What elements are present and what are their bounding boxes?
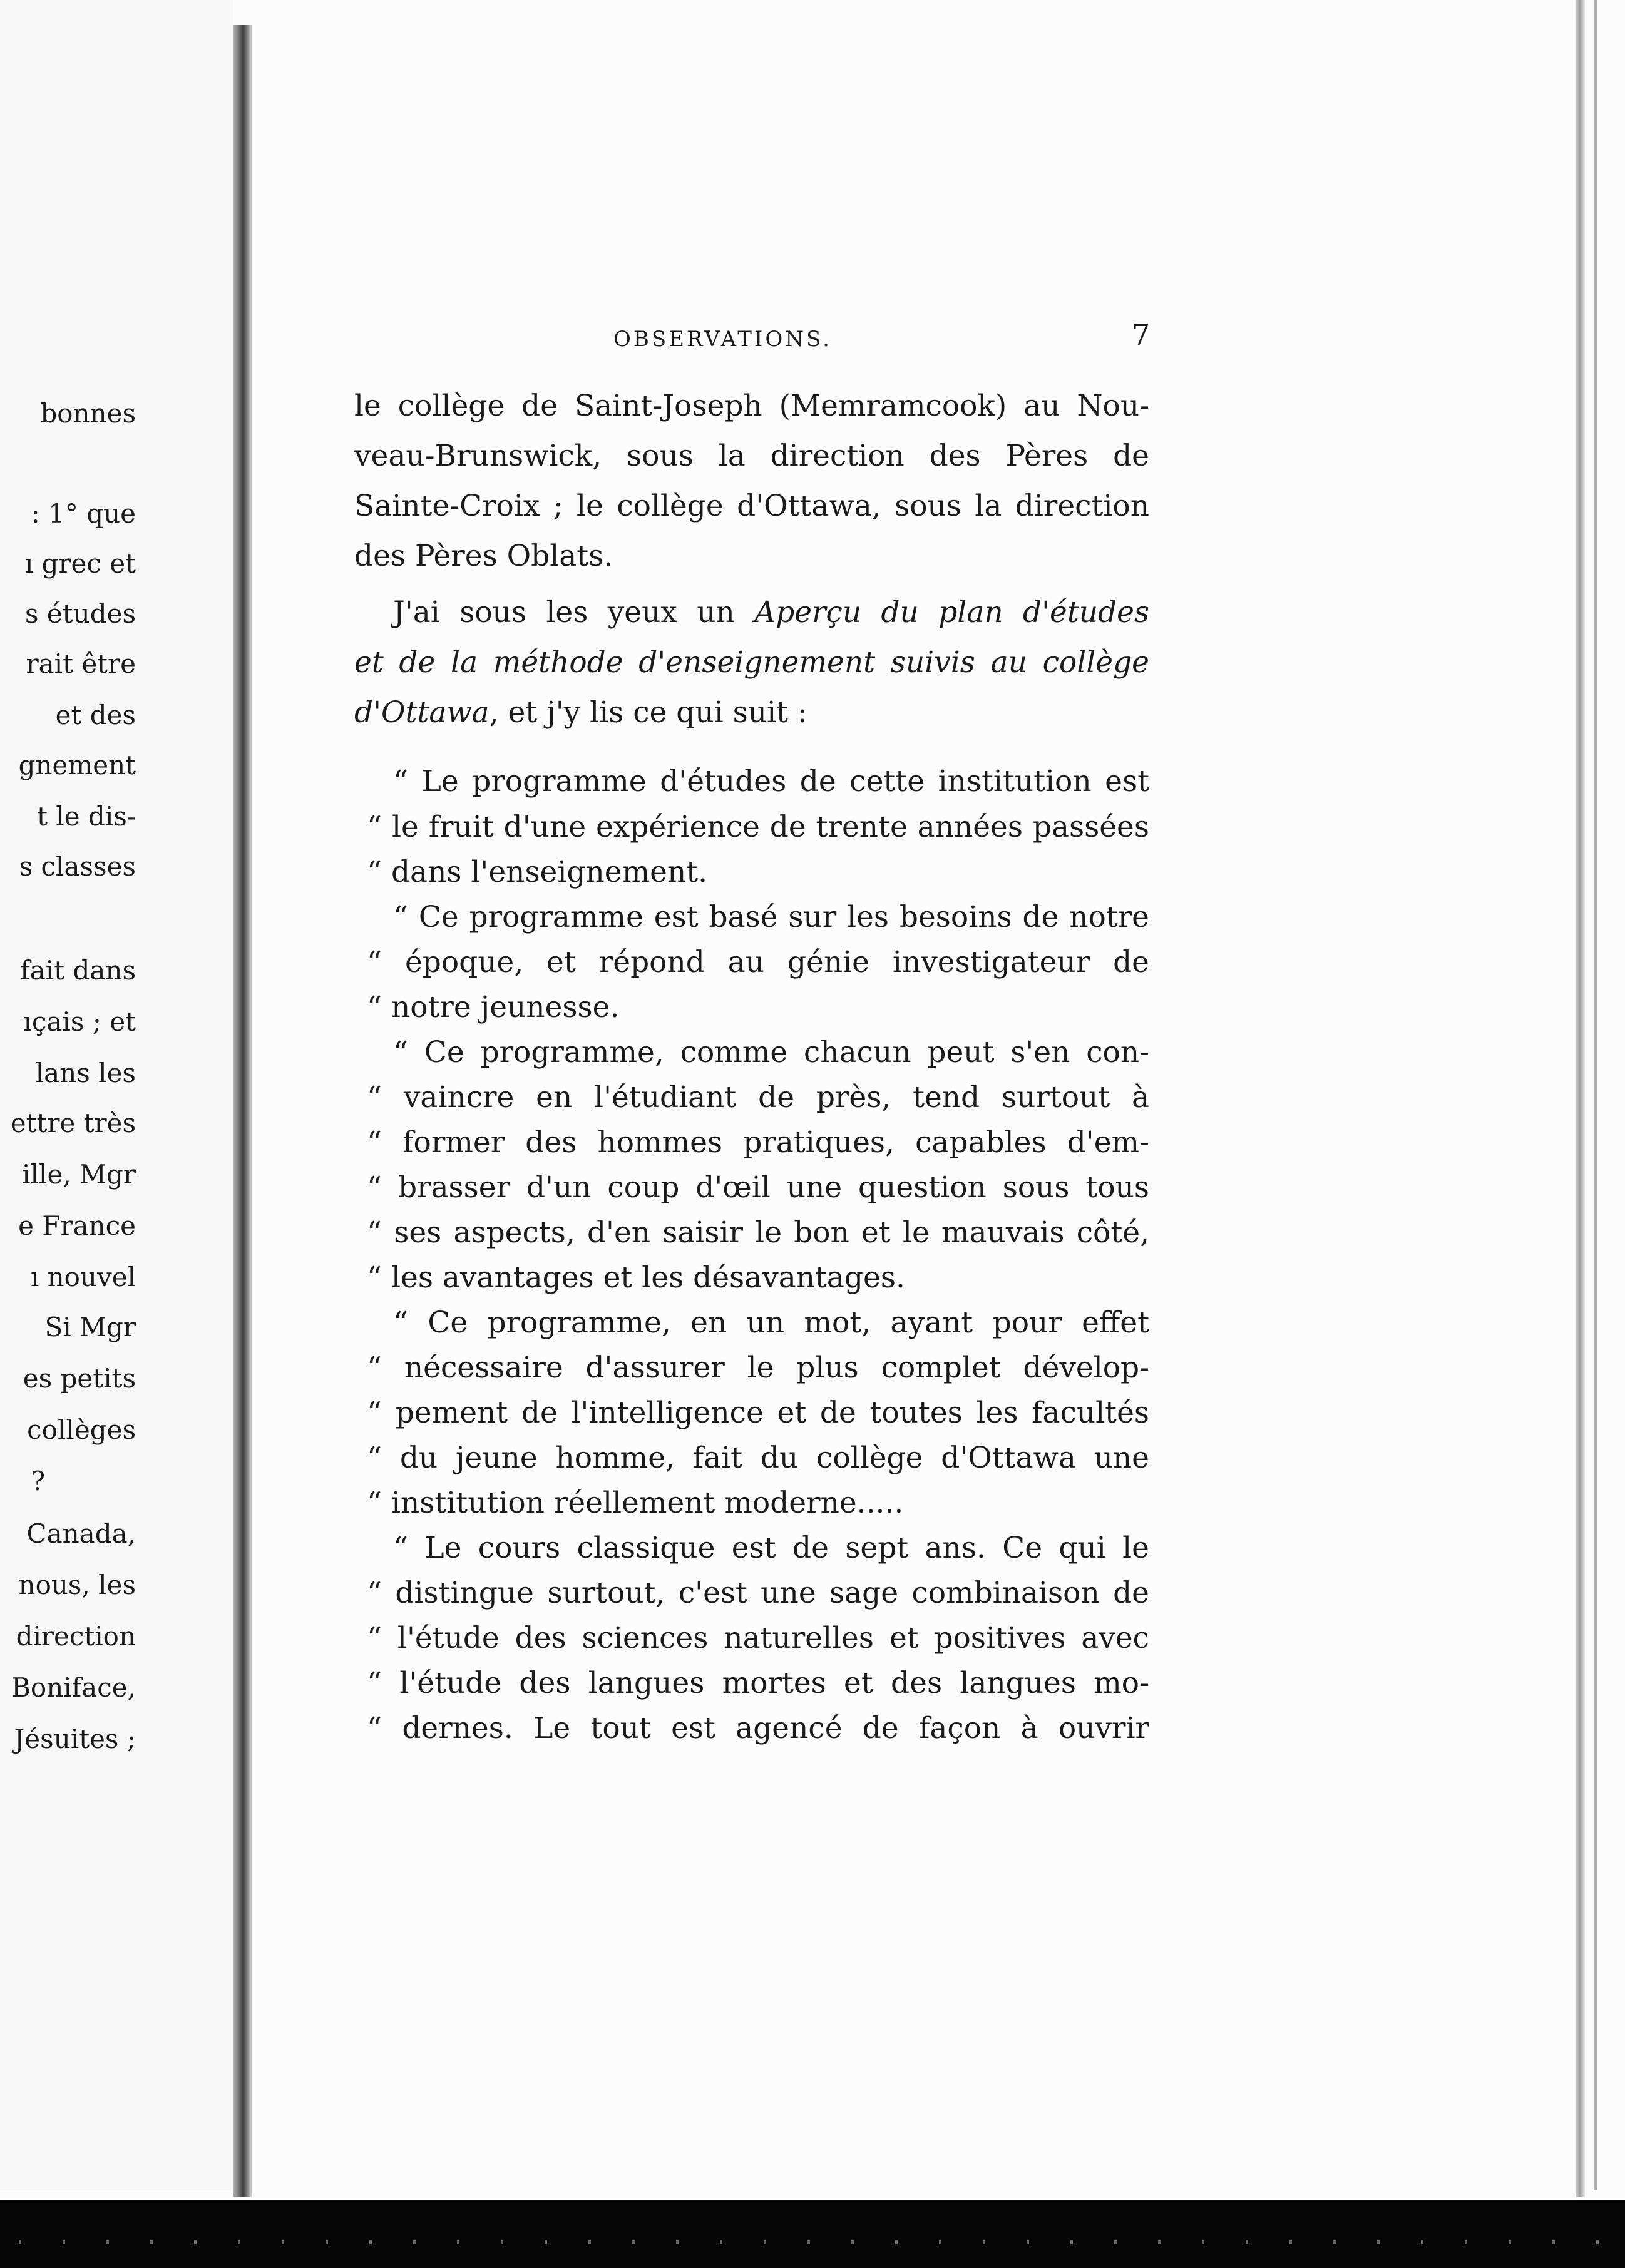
quote-line: “ nécessaire d'assurer le plus complet dévelop- — [367, 1351, 1149, 1385]
scan-bottom-border — [0, 2200, 1625, 2268]
text-line — [354, 695, 1149, 730]
left-page-line: et des — [55, 700, 136, 730]
page-edge-inner — [1594, 0, 1597, 2190]
book-gutter — [233, 25, 252, 2197]
left-page-line: gnement — [18, 750, 136, 780]
quote-line: “ former des hommes pratiques, capables d'em- — [367, 1125, 1149, 1160]
left-page-line: t le dis- — [37, 801, 136, 832]
left-page-line: Si Mgr — [44, 1312, 136, 1342]
left-page-line: rait être — [26, 648, 136, 679]
left-page-line: direction — [16, 1621, 136, 1652]
page-number: 7 — [1132, 318, 1151, 352]
book-title-italic: Aperçu du plan d'études — [754, 595, 1149, 630]
quote-line: “ dans l'enseignement. — [367, 855, 708, 889]
quote-line: “ ses aspects, d'en saisir le bon et le mauvais côté, — [367, 1215, 1149, 1250]
left-page-line: Canada, — [26, 1518, 136, 1549]
left-page-line: ıçais ; et — [23, 1006, 136, 1037]
running-header: OBSERVATIONS. — [613, 327, 832, 352]
scan-border-marks — [0, 2240, 1625, 2244]
quote-line: “ les avantages et les désavantages. — [367, 1260, 905, 1295]
left-page-line: s études — [25, 598, 136, 629]
left-page-line: ettre très — [10, 1108, 136, 1138]
quote-line: “ Ce programme est basé sur les besoins de notre — [393, 900, 1149, 934]
left-page-fragment — [0, 0, 233, 2190]
book-title-italic: et de la méthode d'enseignement suivis au collège — [354, 645, 1149, 680]
text-segment: J'ai sous les yeux un — [393, 595, 755, 630]
text-line: des Pères Oblats. — [354, 539, 613, 573]
quote-line: “ brasser d'un coup d'œil une question sous tous — [367, 1170, 1149, 1205]
left-page-line: nous, les — [18, 1570, 136, 1600]
left-page-line: bonnes — [40, 398, 136, 429]
left-page-line: Boniface, — [11, 1672, 136, 1703]
left-page-line: ı grec et — [24, 548, 136, 579]
quote-line: “ l'étude des sciences naturelles et positives avec — [367, 1621, 1149, 1655]
left-page-line: fait dans — [20, 955, 136, 986]
quote-line: “ du jeune homme, fait du collège d'Ottawa une — [367, 1441, 1149, 1475]
quote-line: “ institution réellement moderne..... — [367, 1486, 904, 1520]
left-page-line: s classes — [19, 851, 136, 882]
text-segment: , et j'y lis ce qui suit : — [489, 695, 807, 730]
left-page-line: ? — [31, 1466, 45, 1496]
left-page-line: collèges — [27, 1414, 136, 1445]
quote-line: “ vaincre en l'étudiant de près, tend surtout à — [367, 1080, 1149, 1115]
text-line: Sainte-Croix ; le collège d'Ottawa, sous la direction — [354, 489, 1149, 523]
left-page-line: ille, Mgr — [22, 1159, 136, 1190]
page-edge — [1576, 0, 1585, 2197]
quote-line: “ Ce programme, comme chacun peut s'en con- — [393, 1035, 1149, 1070]
quote-line: “ l'étude des langues mortes et des langues mo- — [367, 1666, 1149, 1700]
left-page-line: e France — [18, 1210, 136, 1241]
text-line — [354, 645, 1149, 680]
quote-line: “ Le cours classique est de sept ans. Ce qui le — [393, 1531, 1149, 1565]
left-page-line: lans les — [35, 1058, 136, 1088]
text-line: veau-Brunswick, sous la direction des Pères de — [354, 439, 1149, 473]
quote-line: “ notre jeunesse. — [367, 990, 620, 1024]
left-page-line: : 1° que — [31, 498, 136, 529]
quote-line: “ pement de l'intelligence et de toutes les facultés — [367, 1396, 1149, 1430]
left-page-line: ı nouvel — [30, 1262, 136, 1292]
quote-line: “ époque, et répond au génie investigateur de — [367, 945, 1149, 979]
quote-line: “ Ce programme, en un mot, ayant pour effet — [393, 1305, 1149, 1340]
left-page-line: es petits — [23, 1363, 136, 1394]
quote-line: “ le fruit d'une expérience de trente années passées — [367, 810, 1149, 844]
book-title-italic: d'Ottawa — [354, 695, 490, 730]
quote-line: “ Le programme d'études de cette institution est — [393, 764, 1149, 799]
text-line: le collège de Saint-Joseph (Memramcook) au Nou- — [354, 389, 1149, 423]
text-line — [393, 595, 1149, 630]
quote-line: “ dernes. Le tout est agencé de façon à ouvrir — [367, 1711, 1149, 1745]
quote-line: “ distingue surtout, c'est une sage combinaison de — [367, 1576, 1149, 1610]
left-page-line: Jésuites ; — [14, 1724, 136, 1754]
